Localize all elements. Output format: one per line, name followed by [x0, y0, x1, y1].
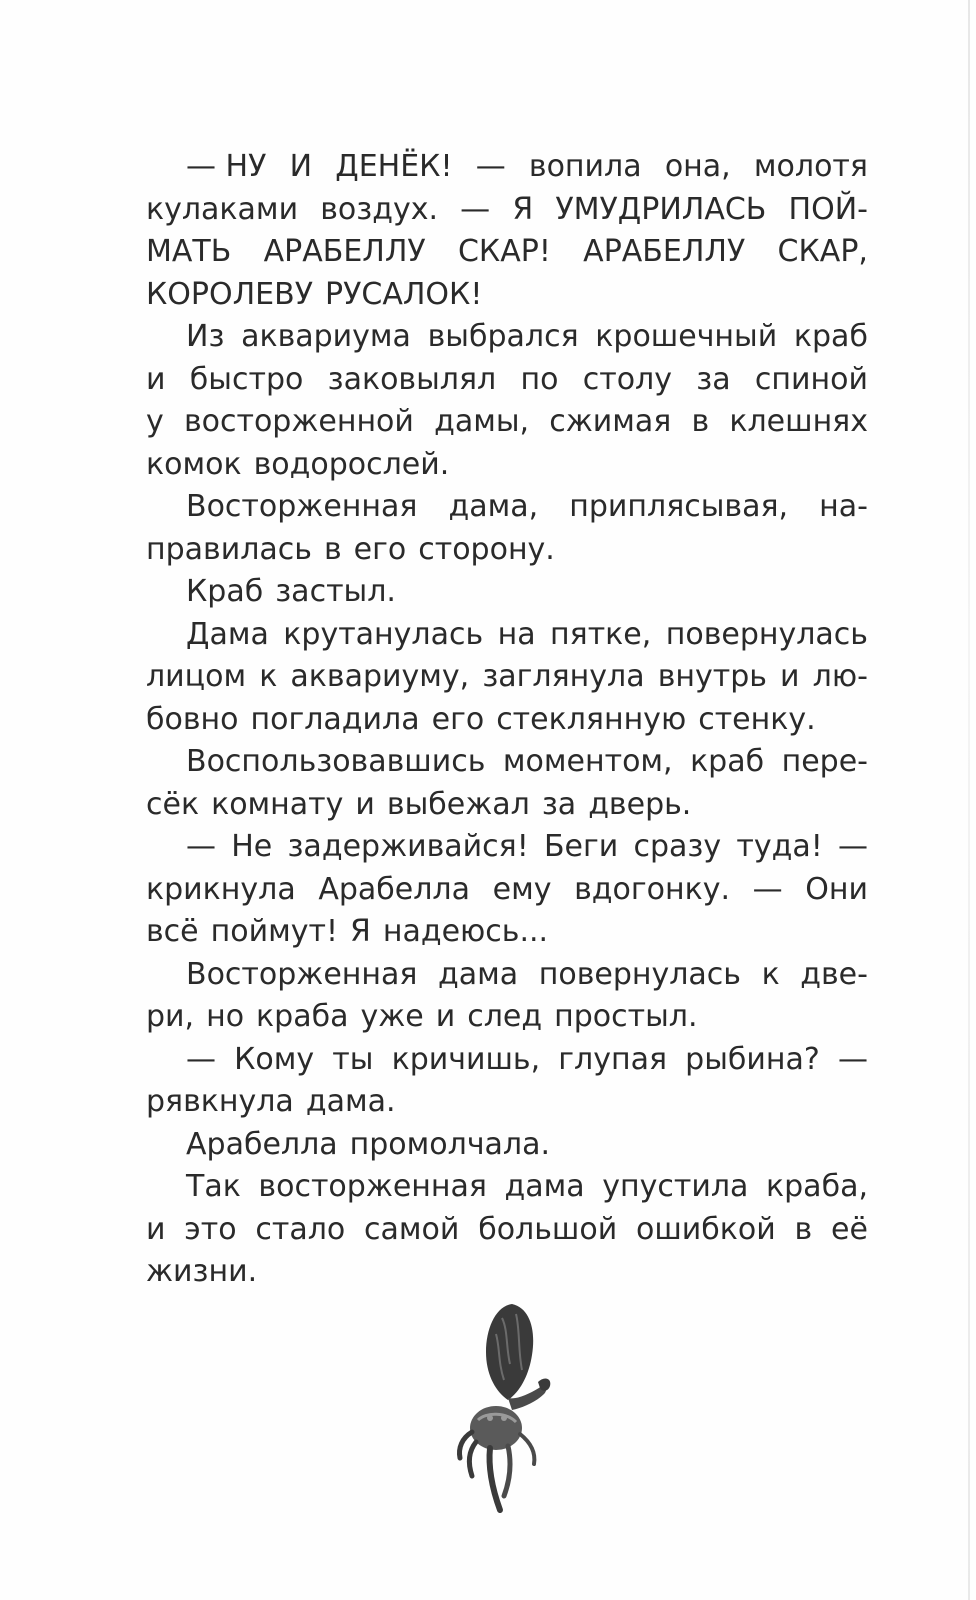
word: к [761, 956, 780, 992]
word: Дама [186, 616, 269, 652]
word: рыбина? [685, 1041, 820, 1077]
word: сразу [633, 829, 722, 864]
word: восторженная [258, 1169, 487, 1204]
text-line [146, 529, 868, 572]
word: моментом, [502, 744, 673, 779]
word: — [475, 149, 506, 184]
word: СКАР, [777, 234, 868, 269]
word: но [206, 999, 245, 1034]
word: ДЕНЁК! [335, 149, 453, 184]
word: туда! [736, 829, 823, 864]
word: КОРОЛЕВУ [146, 276, 313, 312]
word: Они [805, 871, 868, 907]
word: его [353, 531, 407, 567]
word: это [184, 1211, 237, 1247]
text-line [146, 1209, 868, 1252]
text-line [146, 1081, 868, 1124]
text-line [146, 231, 868, 274]
word: стенку. [698, 701, 816, 737]
page-edge [968, 0, 970, 1600]
word: воздух. [320, 191, 439, 227]
text-line [146, 146, 868, 189]
word: сёк [146, 786, 200, 822]
word: погладила [250, 701, 420, 737]
word: кулаками [146, 191, 299, 227]
text-line [146, 274, 868, 317]
word: Восторженная [186, 489, 418, 524]
word: в [794, 1211, 813, 1247]
word: лю- [812, 659, 868, 694]
word: МАТЬ [146, 234, 232, 269]
word: АРАБЕЛЛУ [583, 234, 746, 269]
text-line [146, 699, 868, 742]
word: крутанулась [283, 616, 484, 652]
word: крикнула [146, 871, 296, 907]
word: лицом [146, 659, 247, 694]
word: и [355, 786, 375, 822]
word: комнату [211, 786, 344, 822]
word: за [696, 361, 731, 397]
word: столу [582, 361, 672, 397]
text-line [146, 401, 868, 444]
word: краба [256, 999, 349, 1034]
word: заглянула [482, 659, 645, 694]
word: в [691, 404, 710, 439]
word: — [460, 191, 491, 227]
word: по [520, 361, 559, 397]
word: Арабелла [186, 1126, 338, 1162]
word: ошибкой [635, 1211, 776, 1247]
text-line [146, 741, 868, 784]
text-line [146, 826, 868, 869]
word: — [837, 829, 868, 864]
word: краб [793, 319, 868, 354]
word: жизни. [146, 1254, 258, 1289]
text-line [146, 1251, 868, 1294]
word: рявкнула [146, 1084, 294, 1119]
word: повернулась [665, 616, 868, 652]
word: застыл. [275, 574, 396, 609]
word: пере- [781, 744, 868, 779]
word: заковылял [327, 361, 497, 397]
word: дама. [305, 1084, 396, 1119]
word: и [146, 361, 166, 397]
word: самой [364, 1211, 460, 1247]
word: след [467, 999, 543, 1034]
word: две- [800, 956, 868, 992]
word: и [435, 999, 456, 1034]
text-line [146, 1124, 868, 1167]
word: к [259, 659, 278, 694]
word: Воспользовавшись [186, 744, 486, 779]
word: Восторженная [186, 956, 418, 992]
word: СКАР! [457, 234, 551, 269]
word: правилась [146, 531, 312, 567]
word: дверь. [588, 786, 692, 822]
word: Так [186, 1169, 241, 1204]
word: восторженной [183, 404, 414, 439]
word: аквариума [241, 319, 411, 354]
text-line [146, 571, 868, 614]
text-line [146, 784, 868, 827]
word: дамы, [434, 404, 530, 439]
word: РУСАЛОК! [325, 276, 483, 312]
word: комок [146, 446, 242, 482]
word: спиной [754, 361, 868, 397]
word: задерживайся! [287, 829, 529, 864]
text-line [146, 189, 868, 232]
word: — [186, 1041, 216, 1077]
word: Из [186, 319, 225, 354]
word: — НУ [186, 149, 267, 184]
text-line [146, 869, 868, 912]
text-line [146, 656, 868, 699]
word: бовно [146, 701, 239, 737]
word: Я [350, 914, 371, 949]
page-text [146, 146, 868, 1294]
word: дама [504, 1169, 585, 1204]
word: — [186, 829, 216, 864]
text-line [146, 954, 868, 997]
seaweed-crab-vignette-icon [450, 1300, 560, 1520]
word: повернулась [538, 956, 741, 992]
word: внутрь [657, 659, 767, 694]
text-line [146, 359, 868, 402]
word: её [831, 1211, 868, 1247]
word: быстро [189, 361, 304, 397]
word: аквариуму, [290, 659, 470, 694]
word: приплясывая, [569, 489, 789, 524]
word: на [497, 616, 536, 652]
word: всё [146, 914, 199, 949]
word: большой [478, 1211, 618, 1247]
text-line [146, 486, 868, 529]
word: водорослей. [253, 446, 450, 482]
word: ему [492, 871, 552, 907]
word: дама [438, 956, 519, 992]
word: на- [819, 489, 868, 524]
word: глупая [558, 1041, 668, 1077]
word: сжимая [549, 404, 672, 439]
text-line [146, 316, 868, 359]
word: упустила [602, 1169, 749, 1204]
word: Не [231, 829, 273, 864]
word: И [289, 149, 313, 184]
text-line [146, 1166, 868, 1209]
word: выбрался [427, 319, 579, 354]
word: уже [360, 999, 424, 1034]
word: сторону. [418, 531, 555, 567]
word: Арабелла [318, 871, 470, 907]
word: УМУДРИЛАСЬ [555, 191, 767, 227]
word: кричишь, [391, 1041, 541, 1077]
text-line [146, 911, 868, 954]
word: у [146, 404, 164, 439]
word: и [146, 1211, 166, 1247]
word: молотя [753, 149, 868, 184]
word: ты [332, 1041, 374, 1077]
word: краба, [766, 1169, 868, 1204]
word: промолчала. [349, 1126, 551, 1162]
word: она, [664, 149, 731, 184]
word: — [752, 871, 783, 907]
word: стало [255, 1211, 346, 1247]
word: клешнях [729, 404, 868, 439]
word: ри, [146, 999, 195, 1034]
word: дама, [448, 489, 539, 524]
text-line [146, 1039, 868, 1082]
word: крошечный [595, 319, 778, 354]
word: ПОЙ- [788, 191, 868, 227]
word: Беги [543, 829, 619, 864]
word: Краб [186, 574, 264, 609]
word: стеклянную [496, 701, 687, 737]
word: в [323, 531, 342, 567]
word: надеюсь... [382, 914, 549, 949]
word: вдогонку. [574, 871, 730, 907]
word: за [541, 786, 577, 822]
word: поймут! [210, 914, 338, 949]
text-line [146, 444, 868, 487]
word: простыл. [554, 999, 698, 1034]
word: его [431, 701, 485, 737]
word: пятке, [550, 616, 652, 652]
word: и [780, 659, 800, 694]
text-line [146, 614, 868, 657]
word: Я [512, 191, 534, 227]
word: выбежал [386, 786, 530, 822]
word: вопила [528, 149, 642, 184]
word: краб [690, 744, 765, 779]
word: Кому [234, 1041, 315, 1077]
word: АРАБЕЛЛУ [263, 234, 426, 269]
word: — [837, 1041, 868, 1077]
text-line [146, 996, 868, 1039]
